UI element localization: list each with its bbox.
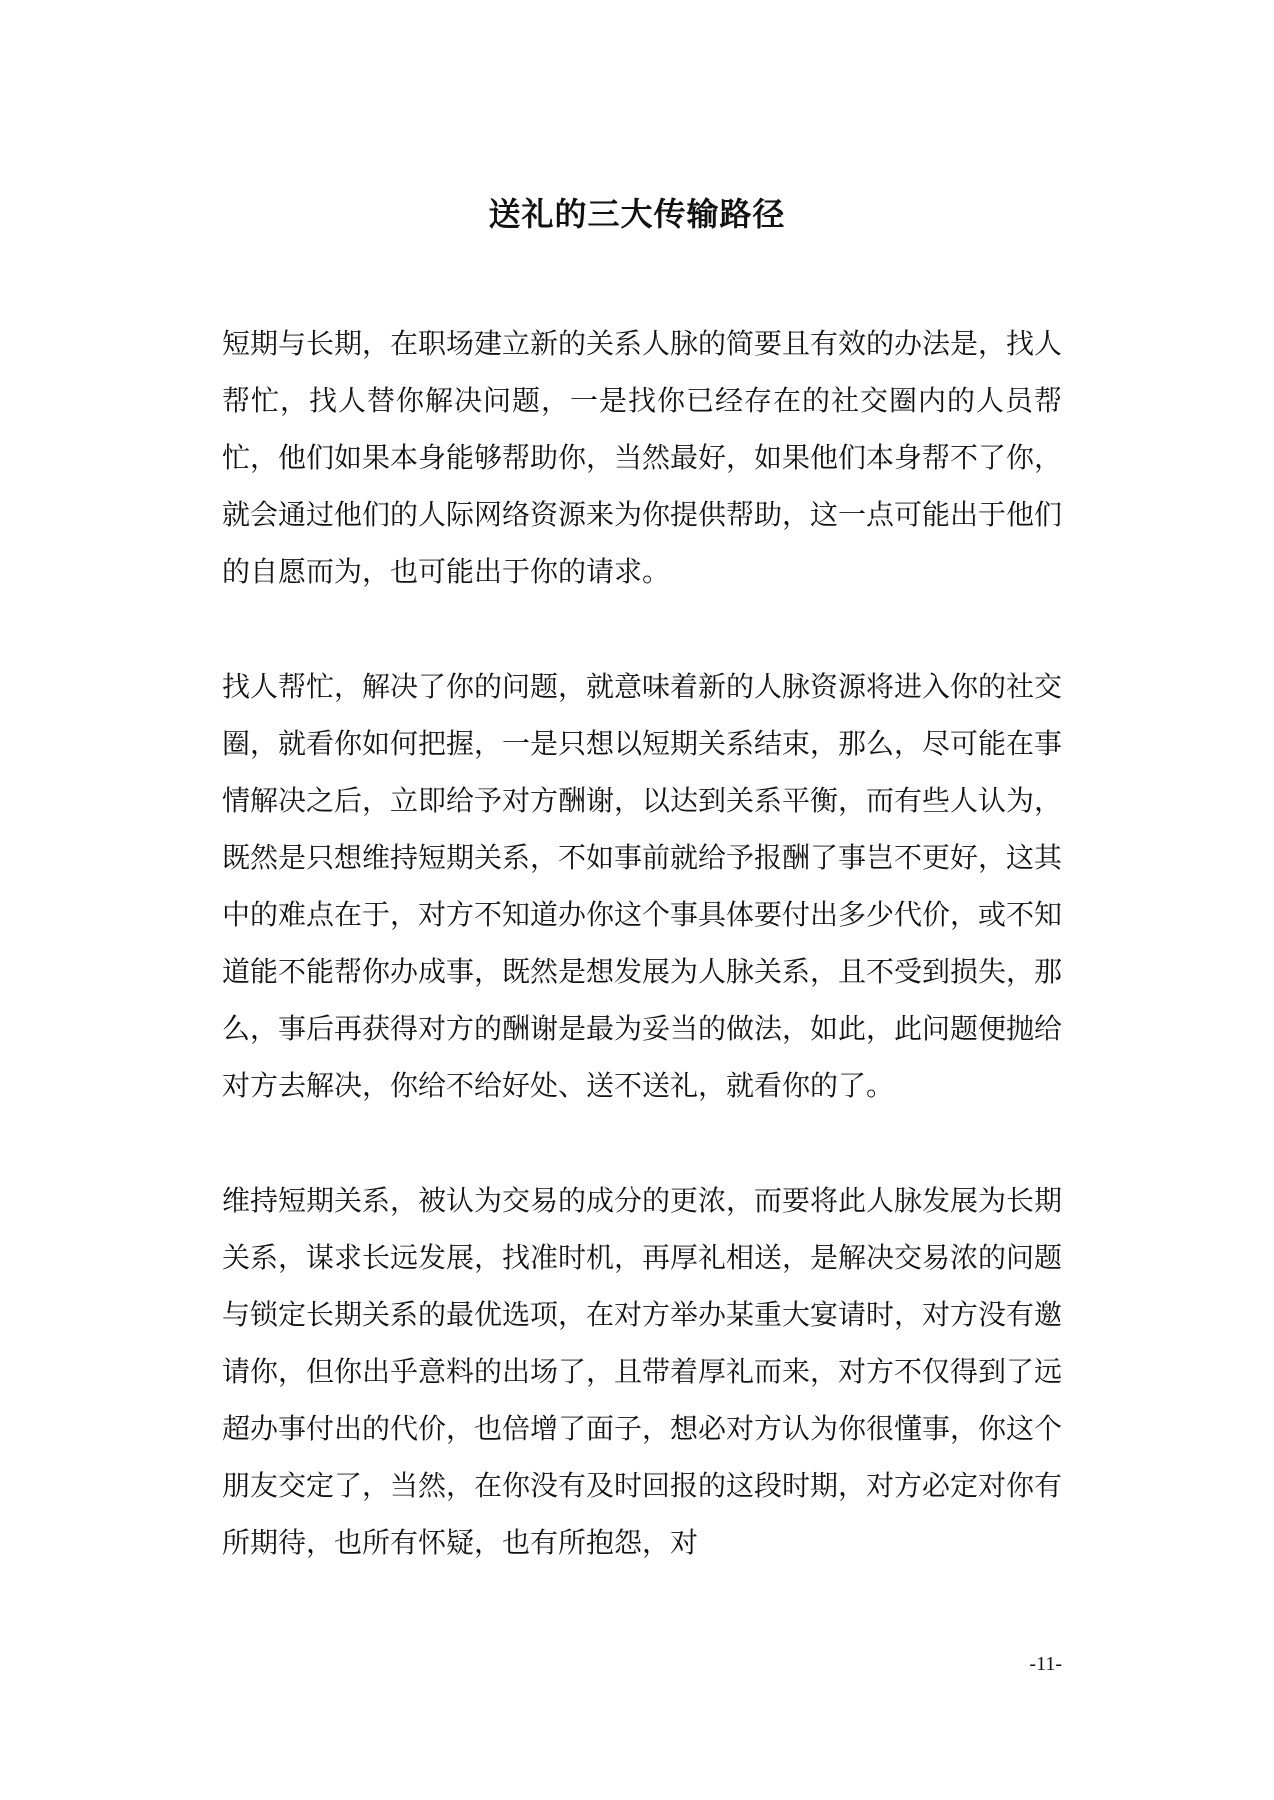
page-number: -11- xyxy=(1029,1653,1062,1675)
paragraph-1: 短期与长期，在职场建立新的关系人脉的简要且有效的办法是，找人帮忙，找人替你解决问题，一是找你已经存在的社交圈内的人员帮忙，他们如果本身能够帮助你，当然最好，如果他们本身帮不了你，就会通过他们的人际网络资源来为你提供帮助，这一点可能出于他们的自愿而为，也可能出于你的请求。 xyxy=(222,327,1063,588)
paragraph-3: 维持短期关系，被认为交易的成分的更浓，而要将此人脉发展为长期关系，谋求长远发展，找准时机，再厚礼相送，是解决交易浓的问题与锁定长期关系的最优选项，在对方举办某重大宴请时，对方没有邀请你，但你出乎意料的出场了，且带着厚礼而来，对方不仅得到了远超办事付出的代价，也倍增了面子，想必对方认为你很懂事，你这个朋友交定了，当然，在你没有及时回报的这段时期，对方必定对你有所期待，也所有怀疑，也有所抱怨，对 xyxy=(222,1184,1063,1559)
document-title: 送礼的三大传输路径 xyxy=(488,195,786,233)
document-body xyxy=(222,315,1062,1629)
paragraph-2: 找人帮忙，解决了你的问题，就意味着新的人脉资源将进入你的社交圈，就看你如何把握，一是只想以短期关系结束，那么，尽可能在事情解决之后，立即给予对方酬谢，以达到关系平衡，而有些人认为，既然是只想维持短期关系，不如事前就给予报酬了事岂不更好，这其中的难点在于，对方不知道办你这个事具体要付出多少代价，或不知道能不能帮你办成事，既然是想发展为人脉关系，且不受到损失，那么，事后再获得对方的酬谢是最为妥当的做法，如此，此问题便抛给对方去解决，你给不给好处、送不送礼，就看你的了。 xyxy=(222,670,1063,1102)
